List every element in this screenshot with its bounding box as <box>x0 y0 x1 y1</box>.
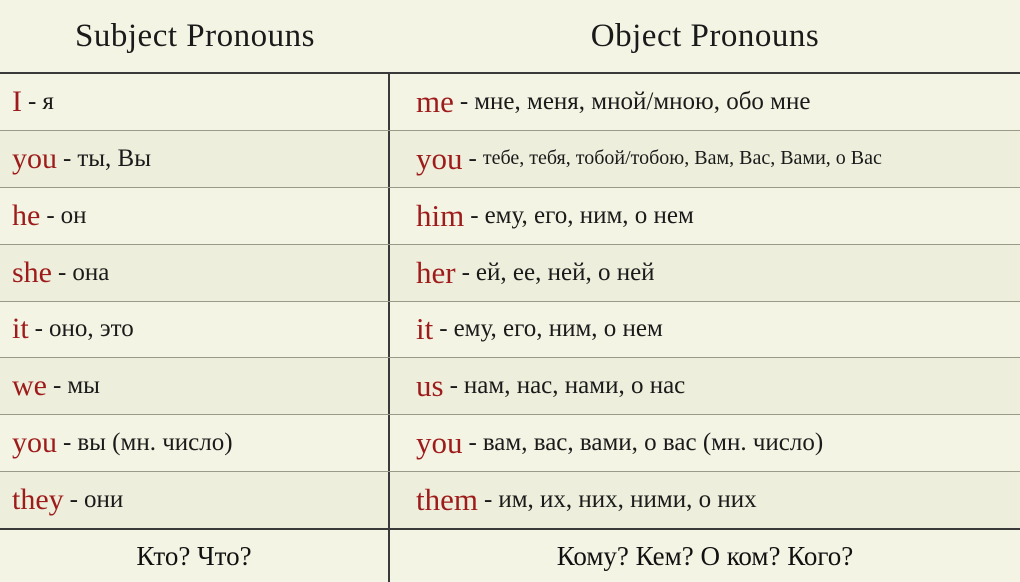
dash-separator: - <box>449 372 458 400</box>
object-pronoun: us <box>416 368 444 404</box>
subject-translation: оно, это <box>49 315 134 343</box>
header-subject-pronouns: Subject Pronouns <box>75 17 315 54</box>
table-row <box>0 74 1020 131</box>
subject-cell <box>0 415 390 471</box>
table-row <box>0 302 1020 359</box>
subject-translation: я <box>42 87 54 115</box>
object-pronoun: you <box>416 140 463 176</box>
header-object-pronouns: Object Pronouns <box>590 17 820 54</box>
table-body <box>0 72 1020 530</box>
object-pronoun: it <box>416 311 434 347</box>
subject-questions: Кто? Что? <box>0 530 390 582</box>
dash-separator: - <box>28 87 37 115</box>
dash-separator: - <box>484 486 493 514</box>
subject-translation: они <box>83 486 124 514</box>
dash-separator: - <box>468 144 477 172</box>
subject-pronoun: we <box>12 369 47 403</box>
table-header-row <box>0 0 1020 72</box>
dash-separator: - <box>459 87 469 115</box>
object-cell <box>390 415 1020 471</box>
subject-cell <box>0 302 390 358</box>
object-translation: вам, вас, вами, о вас (мн. число) <box>482 429 824 457</box>
table-row <box>0 188 1020 245</box>
subject-translation: он <box>60 201 87 229</box>
object-translation: ему, его, ним, о нем <box>484 201 694 229</box>
dash-separator: - <box>63 144 72 172</box>
subject-translation: ты, Вы <box>77 144 152 172</box>
subject-translation: вы (мн. число) <box>77 429 233 457</box>
subject-cell <box>0 472 390 528</box>
object-cell <box>390 131 1020 187</box>
dash-separator: - <box>439 315 448 343</box>
dash-separator: - <box>58 258 67 286</box>
dash-separator: - <box>34 315 43 343</box>
subject-translation: она <box>72 258 110 286</box>
subject-pronoun: he <box>12 198 41 232</box>
object-pronoun: him <box>416 197 465 233</box>
object-cell <box>390 472 1020 528</box>
subject-pronoun: it <box>12 312 29 346</box>
object-cell <box>390 358 1020 414</box>
dash-separator: - <box>63 429 72 457</box>
table-row <box>0 245 1020 302</box>
table-row <box>0 358 1020 415</box>
table-row <box>0 131 1020 188</box>
object-cell <box>390 302 1020 358</box>
table-footer-row <box>0 530 1020 582</box>
subject-cell <box>0 188 390 244</box>
object-cell <box>390 188 1020 244</box>
subject-cell <box>0 245 390 301</box>
object-translation: тебе, тебя, тобой/тобою, Вам, Вас, Вами, о Вас <box>482 147 882 170</box>
subject-pronoun: I <box>12 84 22 118</box>
dash-separator: - <box>46 201 55 229</box>
dash-separator: - <box>468 429 477 457</box>
subject-pronoun: they <box>12 483 64 517</box>
object-pronoun: me <box>416 83 454 119</box>
object-pronoun: them <box>416 482 478 518</box>
subject-pronoun: you <box>12 141 57 175</box>
object-questions: Кому? Кем? О ком? Кого? <box>556 540 854 571</box>
subject-cell <box>0 74 390 130</box>
subject-cell <box>0 358 390 414</box>
object-translation: ему, его, ним, о нем <box>453 315 663 343</box>
subject-pronoun: she <box>12 255 52 289</box>
object-translation: им, их, них, ними, о них <box>498 486 757 514</box>
object-pronoun: you <box>416 425 463 461</box>
table-row <box>0 415 1020 472</box>
object-translation: нам, нас, нами, о нас <box>463 372 686 400</box>
dash-separator: - <box>461 258 470 286</box>
subject-cell <box>0 131 390 187</box>
object-pronoun: her <box>416 254 456 290</box>
table-row <box>0 472 1020 528</box>
object-translation: мне, меня, мной/мною, обо мне <box>474 87 811 115</box>
subject-translation: мы <box>67 372 100 400</box>
object-translation: ей, ее, ней, о ней <box>475 258 655 286</box>
subject-pronoun: you <box>12 426 57 460</box>
dash-separator: - <box>470 201 479 229</box>
object-cell <box>390 74 1020 130</box>
object-cell <box>390 245 1020 301</box>
dash-separator: - <box>69 486 78 514</box>
dash-separator: - <box>52 372 62 400</box>
